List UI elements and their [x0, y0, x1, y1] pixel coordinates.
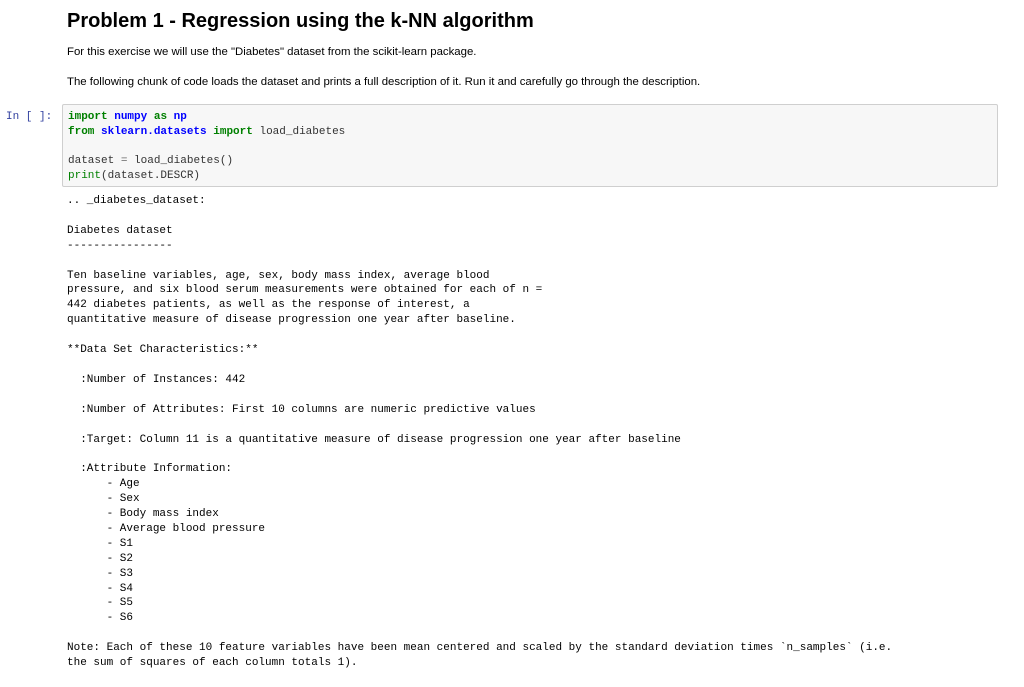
code-keyword: import: [68, 111, 108, 123]
code-line-3: [68, 154, 233, 168]
code-keyword: as: [153, 111, 168, 123]
code-line-2: [68, 125, 345, 139]
code-line-1: [68, 110, 187, 124]
code-operator: =: [120, 155, 128, 167]
code-module: numpy: [114, 111, 148, 123]
markdown-title: Problem 1 - Regression using the k-NN algorithm: [67, 10, 534, 32]
markdown-paragraph-instructions: The following chunk of code loads the dataset and prints a full description of it. Run it and carefully go through the description.: [67, 76, 701, 88]
cell-output-text: .. _diabetes_dataset: Diabetes dataset ---------------- Ten baseline variables, age, sex, body mass index, average blood pressure, and six blood serum measurements were obtained for each of n = 442 diabetes patients, as well as the response of interest, a quantitative measure of disease progression one year after baseline. **Data Set Characteristics:** :Number of Instances: 442 :Number of Attributes: First 10 columns are numeric predictive values :Target: Column 11 is a quantitative measure of disease progression one year after baseline :Attribute Information: - Age - Sex - Body mass index - Average blood pressure - S1 - S2 - S3 - S4 - S5 - S6 Note: Each of these 10 feature variables have been mean centered and scaled by the standard deviation times `n_samples` (i.e. the sum of squares of each column totals 1).: [67, 195, 893, 670]
code-line-4: [68, 169, 200, 183]
code-arguments: (dataset.DESCR): [101, 170, 201, 182]
markdown-paragraph-dataset: For this exercise we will use the "Diabetes" dataset from the scikit-learn package.: [67, 46, 477, 58]
code-keyword: import: [213, 126, 253, 138]
code-builtin: print: [68, 170, 102, 182]
code-variable: dataset: [68, 155, 115, 167]
code-call: load_diabetes(): [134, 155, 234, 167]
code-keyword: from: [68, 126, 95, 138]
code-cell-input[interactable]: [62, 104, 998, 187]
code-alias: np: [173, 111, 187, 123]
input-prompt: In [ ]:: [6, 111, 53, 123]
code-name: load_diabetes: [259, 126, 346, 138]
code-module: sklearn.datasets: [101, 126, 207, 138]
